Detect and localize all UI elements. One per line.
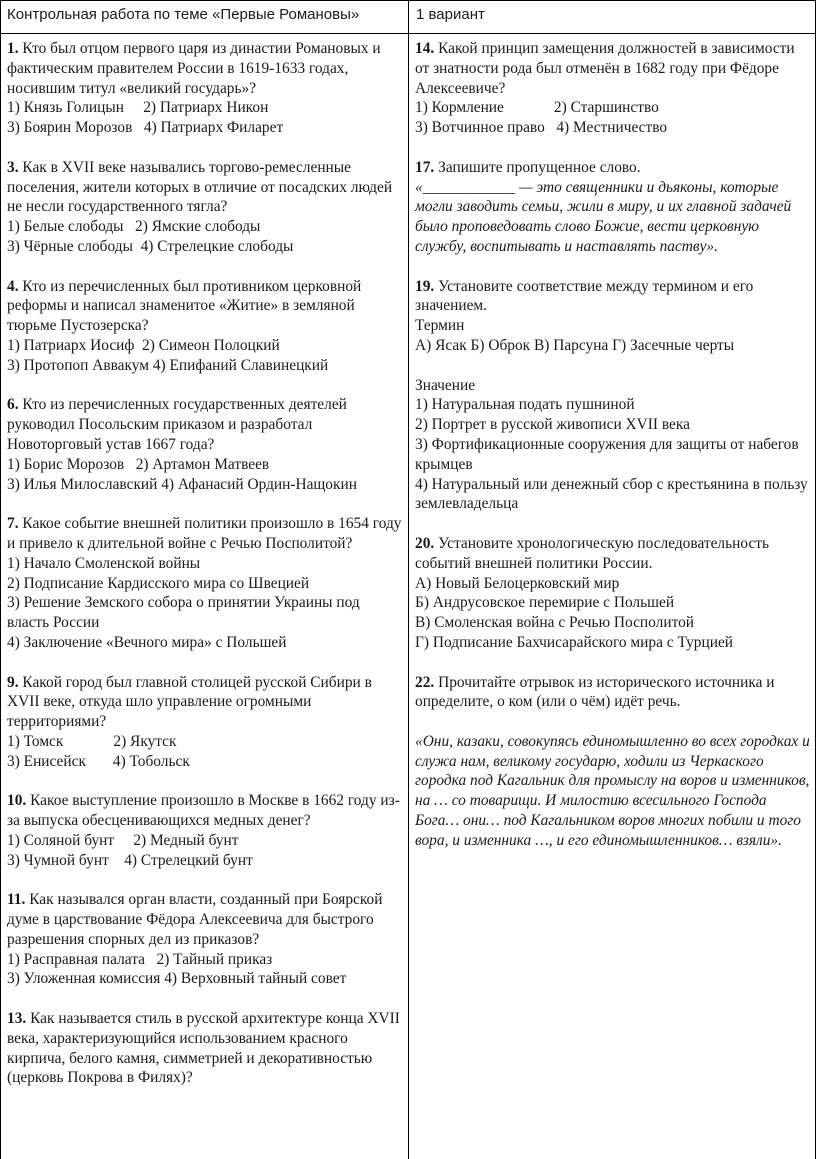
question-22 — [415, 673, 811, 851]
question-text: Как назывался орган власти, созданный при Боярской думе в царствование Фёдора Алексеевича для быстрого разрешения спорных дел из приказов? — [7, 891, 383, 948]
question-text: Кто был отцом первого царя из династии Романовых и фактическим правителем России в 1619-1633 годах, носившим титул «великий государь»? — [7, 40, 381, 97]
question-number: 6. — [7, 396, 19, 414]
answer-options: 1) Борис Морозов 2) Артамон Матвеев — [7, 455, 270, 473]
question-number: 13. — [7, 1010, 27, 1028]
question-text: Какой принцип замещения должностей в зависимости от знатности рода был отменён в 1682 году при Фёдоре Алексеевиче? — [415, 40, 795, 97]
column-divider — [408, 0, 409, 1159]
answer-options: 3) Енисейск 4) Тобольск — [7, 752, 190, 770]
question-text: Кто из перечисленных был противником церковной реформы и написал знаменитое «Житие» в земляной тюрьме Пустозерска? — [7, 277, 362, 335]
quote-text: «____________ — это священники и дьяконы, которые могли заводить семьи, жили в миру, и их главной задачей было проповедовать слово Божие, вести церковную службу, воспитывать и наставлять паству». — [415, 178, 792, 255]
question-text: Прочитайте отрывок из исторического источника и определите, о ком (или о чём) идёт речь. — [415, 673, 775, 711]
event-item: В) Смоленская война с Речью Посполитой — [415, 614, 695, 632]
meaning-item: 4) Натуральный или денежный сбор с крестьянина в пользу землевладельца — [415, 475, 808, 513]
term-list: А) Ясак Б) Оброк В) Парсуна Г) Засечные черты — [415, 336, 735, 354]
source-quote: «Они, казаки, совокупясь единомышленно во всех городках и служа нам, великому государю, ходили из Черкаского городка под Кагальник для промыслу на воров и изменников, на … со товарищи. И милостию всесильного Господа Бога… они… под Кагальником воров многих побили и того вора, и изменника …, и его единомышленников… взяли». — [415, 732, 810, 849]
question-text: Какой город был главной столицей русской Сибири в XVII веке, откуда шло управление огромными территориями? — [7, 673, 372, 731]
event-item: Г) Подписание Бахчисарайского мира с Турцией — [415, 633, 734, 651]
question-text: Установите хронологическую последовательность событий внешней политики России. — [415, 534, 770, 572]
question-17 — [415, 158, 811, 257]
answer-options: 3) Протопоп Аввакум 4) Епифаний Славинецкий — [7, 356, 329, 374]
question-text: Установите соответствие между термином и его значением. — [415, 277, 754, 315]
answer-options: 1) Кормление 2) Старшинство — [415, 99, 659, 117]
event-item: А) Новый Белоцерковский мир — [415, 574, 620, 592]
answer-options: 3) Чумной бунт 4) Стрелецкий бунт — [7, 851, 253, 869]
question-number: 10. — [7, 792, 27, 810]
question-number: 11. — [7, 891, 26, 909]
left-column — [7, 39, 403, 1108]
answer-options: 3) Чёрные слободы 4) Стрелецкие слободы — [7, 237, 294, 255]
question-number: 9. — [7, 673, 19, 691]
answer-option: 4) Заключение «Вечного мира» с Польшей — [7, 633, 287, 651]
meaning-label: Значение — [415, 376, 476, 394]
meaning-item: 3) Фортификационные сооружения для защиты от набегов крымцев — [415, 435, 799, 473]
question-text: Как в XVII веке назывались торгово-ремесленные поселения, жители которых в отличие от посадских людей не несли государственного тягла? — [7, 158, 393, 216]
term-label: Термин — [415, 317, 465, 335]
answer-options: 1) Расправная палата 2) Тайный приказ — [7, 950, 273, 968]
answer-options: 3) Илья Милославский 4) Афанасий Ордин-Нащокин — [7, 475, 357, 493]
spacer — [415, 356, 811, 376]
spacer — [415, 712, 811, 732]
answer-options: 1) Князь Голицын 2) Патриарх Никон — [7, 99, 269, 117]
question-number: 4. — [7, 277, 19, 295]
question-9 — [7, 673, 403, 772]
question-number: 19. — [415, 277, 435, 295]
worksheet-title: Контрольная работа по теме «Первые Романовы» — [7, 6, 360, 23]
question-text: Запишите пропущенное слово. — [438, 158, 641, 176]
answer-option: 2) Подписание Кардисского мира со Швецией — [7, 574, 310, 592]
question-number: 1. — [7, 40, 19, 57]
meaning-item: 1) Натуральная подать пушниной — [415, 396, 635, 414]
answer-option: 1) Начало Смоленской войны — [7, 554, 201, 572]
question-number: 20. — [415, 534, 435, 552]
question-number: 7. — [7, 515, 19, 533]
answer-options: 1) Соляной бунт 2) Медный бунт — [7, 831, 239, 849]
question-7 — [7, 514, 403, 653]
question-1 — [7, 39, 403, 138]
event-item: Б) Андрусовское перемирие с Польшей — [415, 594, 675, 612]
question-number: 3. — [7, 158, 19, 176]
question-number: 17. — [415, 158, 435, 176]
question-20 — [415, 534, 811, 653]
question-10 — [7, 791, 403, 870]
question-11 — [7, 890, 403, 989]
answer-options: 1) Патриарх Иосиф 2) Симеон Полоцкий — [7, 336, 280, 354]
answer-options: 1) Томск 2) Якутск — [7, 732, 177, 750]
right-column — [415, 39, 811, 870]
answer-option: 3) Решение Земского собора о принятии Украины под власть России — [7, 594, 360, 632]
answer-options: 3) Вотчинное право 4) Местничество — [415, 119, 668, 137]
question-text: Какое событие внешней политики произошло в 1654 году и привело к длительной войне с Речью Посполитой? — [7, 515, 402, 552]
question-text: Какое выступление произошло в Москве в 1662 году из-за выпуска обесценивающихся медных денег? — [7, 792, 400, 830]
variant-label: 1 вариант — [416, 6, 485, 23]
question-text: Как называется стиль в русской архитектуре конца XVII века, характеризующийся использованием красного кирпича, белого камня, симметрией и декоративностью (церковь Покрова в Филях)? — [7, 1010, 400, 1087]
question-14 — [415, 39, 811, 138]
answer-options: 3) Боярин Морозов 4) Патриарх Филарет — [7, 119, 284, 137]
question-13 — [7, 1009, 403, 1088]
meaning-item: 2) Портрет в русской живописи XVII века — [415, 416, 690, 434]
question-3 — [7, 158, 403, 257]
question-6 — [7, 395, 403, 494]
question-text: Кто из перечисленных государственных деятелей руководил Посольским приказом и разработал Новоторговый устав 1667 года? — [7, 396, 347, 453]
question-number: 22. — [415, 673, 435, 691]
answer-options: 1) Белые слободы 2) Ямские слободы — [7, 218, 261, 236]
question-19 — [415, 277, 811, 515]
question-number: 14. — [415, 40, 435, 57]
question-4 — [7, 277, 403, 376]
answer-options: 3) Уложенная комиссия 4) Верховный тайный совет — [7, 970, 347, 988]
